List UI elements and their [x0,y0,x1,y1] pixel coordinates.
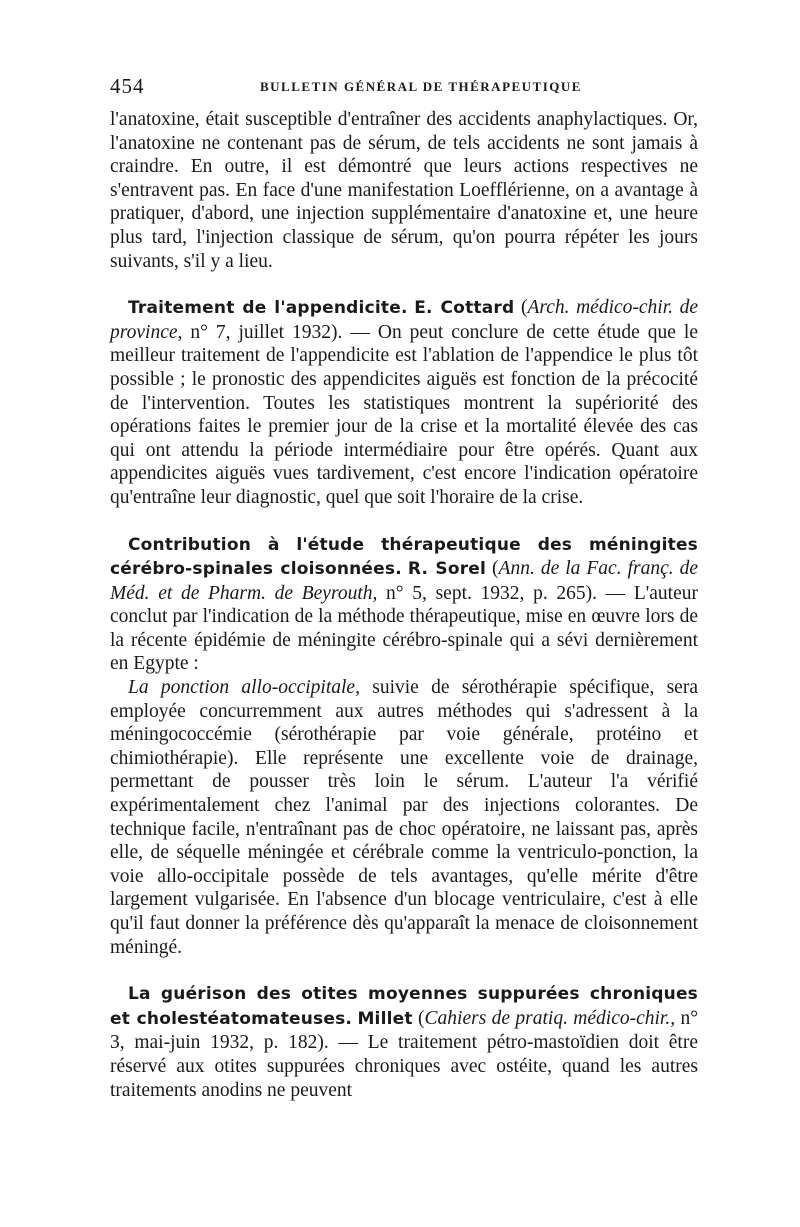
abstract-text: — On peut conclure de cette étude que le meilleur traitement de l'appendicite est l'ablation de l'appendice le plus tôt possible ; le pronostic des appendicites aiguës est fonction de la précocité de l'intervention. Toutes les statistiques montrent la supériorité des opérations faites le premier jour de la crise et la mortalité élevée des cas qui ont attendu la période intermédiaire pour être opérés. Quant aux appendicites aiguës vues tardivement, c'est encore l'indication opératoire qu'entraîne leur diagnostic, quel que soit l'horaire de la crise. [110,321,698,508]
body-text [110,108,698,1102]
abstract-title: Traitement de l'appendicite. [128,298,408,319]
abstract-source: Cahiers de pratiq. médico-chir., [424,1007,676,1029]
page-header [110,74,698,100]
abstract-author: R. Sorel [407,559,487,580]
abstract-source: Ann. de la Fac. franç. de Méd. et de Pharm. de Beyrouth, [110,558,699,604]
abstract-otites: La guérison des otites moyennes suppurées chroniques et cholestéatomateuses. Millet (Cahiers de pratiq. médico-chir., n° 3, mai-juin 1932, p. 182). — Le traitement pétro-mastoïdien doit être réservé aux otites suppurées chroniques avec ostéite, quand les autres traitements anodins ne peuvent [110,984,698,1101]
emphasis-text: La ponction allo-occipitale, [128,677,360,699]
page-number: 454 [110,74,145,98]
abstract-text: — Le traitement pétro-mastoïdien doit être réservé aux otites suppurées chroniques avec ostéite, quand les autres traitements anodins ne peuvent [110,1032,698,1101]
abstract-source: Arch. médico-chir. de province, [110,297,699,343]
abstract-author: Millet [357,1008,413,1029]
running-title: BULLETIN GÉNÉRAL DE THÉRAPEUTIQUE [260,79,582,94]
abstract-author: E. Cottard [414,298,515,319]
abstract-title: La guérison des otites moyennes suppurées chroniques et cholestéatomateuses. [110,984,698,1029]
continuation-paragraph: l'anatoxine, était susceptible d'entraîner des accidents anaphylactiques. Or, l'anatoxine ne contenant pas de sérum, de tels accidents ne sont jamais à craindre. En outre, il est démontré que leurs actions respectives ne s'entravent pas. En face d'une manifestation Loefflérienne, on a avantage à pratiquer, d'abord, une injection supplémentaire d'anatoxine et, une heure plus tard, l'injection classique de sérum, qu'on pourra répéter les jours suivants, s'il y a lieu. [110,109,698,272]
abstract-meningites: Contribution à l'étude thérapeutique des méningites cérébro-spinales cloisonnées. R. Sorel (Ann. de la Fac. franç. de Méd. et de Pharm. de Beyrouth, n° 5, sept. 1932, p. 265). — L'auteur conclut par l'indication de la méthode thérapeutique, mise en œuvre lors de la récente épidémie de méningite cérébro-spinale qui a sévi dernièrement en Egypte : [110,534,699,675]
abstract-meningites-paragraph-2: La ponction allo-occipitale, suivie de sérothérapie spécifique, sera employée concurremment aux autres méthodes qui s'adressent à la méningococcémie (sérothérapie par voie générale, protéino et chimiothérapie). Elle représente une excellente voie de drainage, permettant de pousser très loin le sérum. L'auteur l'a vérifié expérimentalement chez l'animal par des injections colorantes. De technique facile, n'entraînant pas de choc opératoire, ne laissant pas, après elle, de séquelle méningée et cérébrale comme la ventriculo-ponction, la voie allo-occipitale possède de tels avantages, qu'elle mérite d'être largement vulgarisée. En l'absence d'un blocage ventriculaire, c'est à elle qu'il faut donner la préférence dès qu'apparaît la menace de cloisonnement méningé. [110,677,698,958]
abstract-appendicite: Traitement de l'appendicite. E. Cottard (Arch. médico-chir. de province, n° 7, juillet 1932). — On peut conclure de cette étude que le meilleur traitement de l'appendicite est l'ablation de l'appendice le plus tôt possible ; le pronostic des appendicites aiguës est fonction de la précocité de l'intervention. Toutes les statistiques montrent la supériorité des opérations faites le premier jour de la crise et la mortalité élevée des cas qui ont attendu la période intermédiaire pour être opérés. Quant aux appendicites aiguës vues tardivement, c'est encore l'indication opératoire qu'entraîne leur diagnostic, quel que soit l'horaire de la crise. [110,297,699,508]
abstract-text: — L'auteur conclut par l'indication de la méthode thérapeutique, mise en œuvre lors de la récente épidémie de méningite cérébro-spinale qui a sévi dernièrement en Egypte : [110,582,698,675]
abstract-title: Contribution à l'étude thérapeutique des méningites cérébro-spinales cloisonnées. [110,534,698,580]
